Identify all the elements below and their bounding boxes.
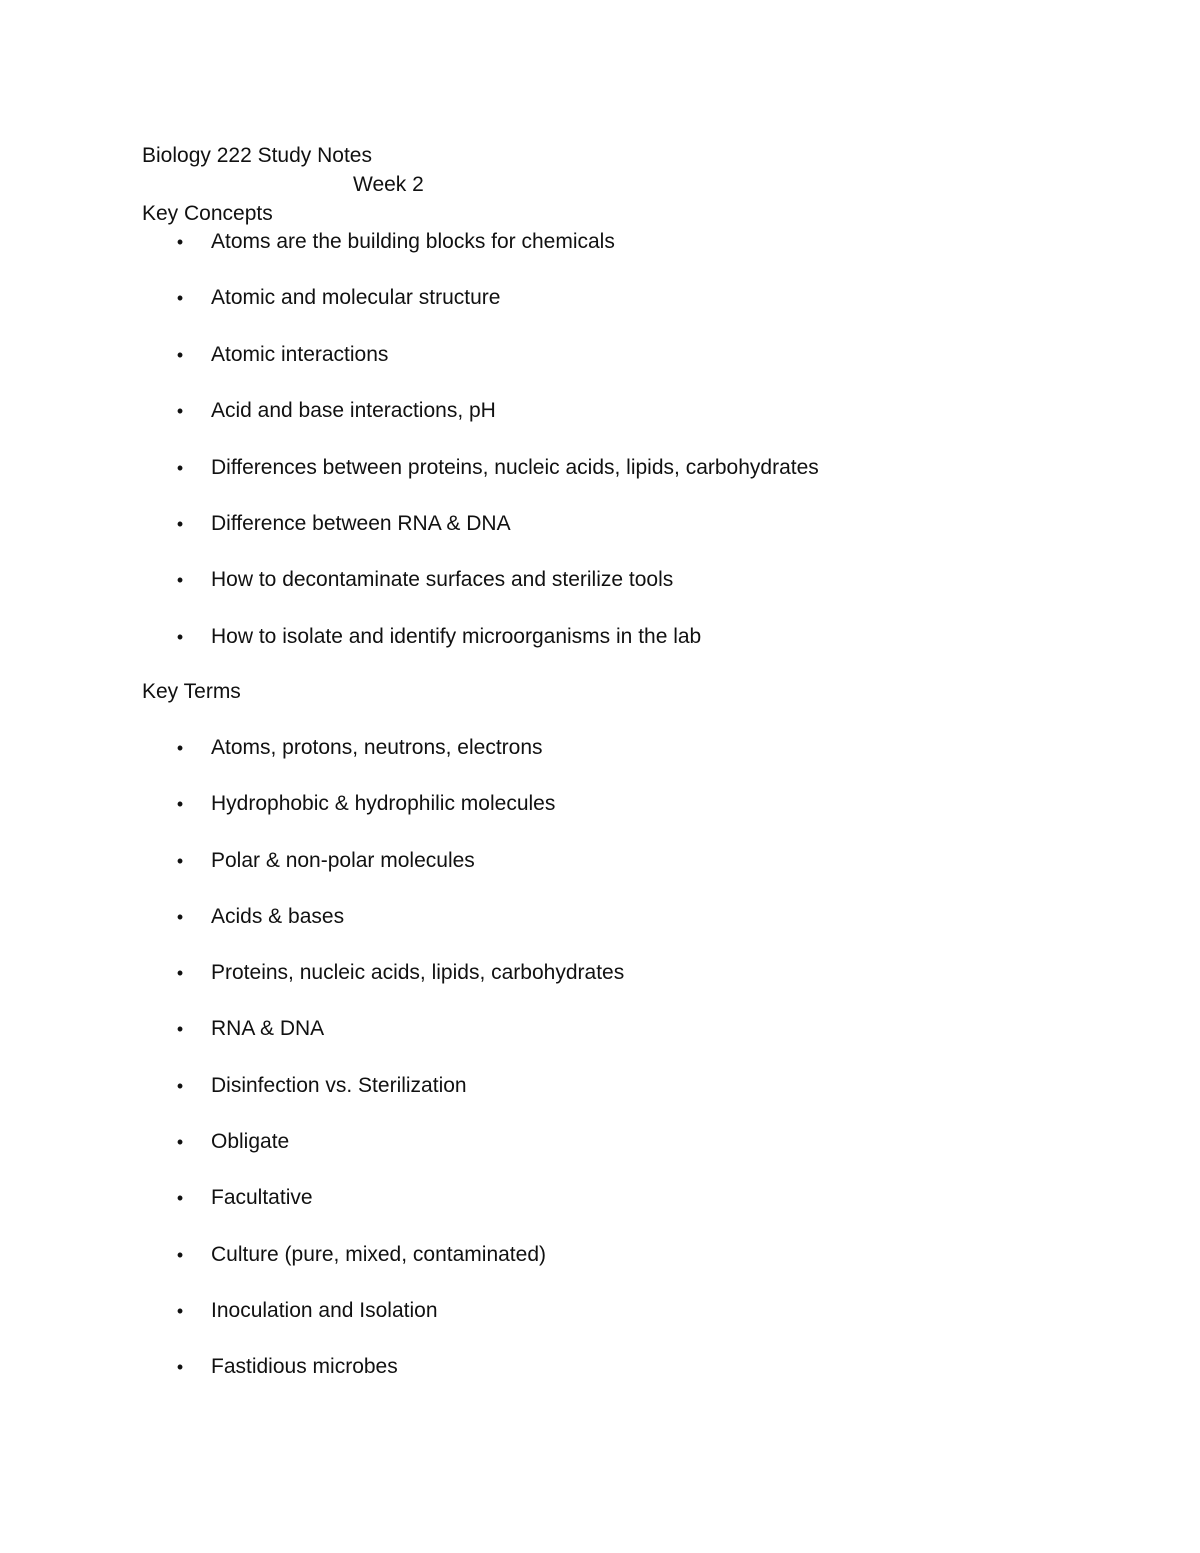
key-term-text: Atoms, protons, neutrons, electrons xyxy=(211,736,543,759)
bullet-icon: • xyxy=(176,906,184,927)
key-concept-text: Difference between RNA & DNA xyxy=(211,511,511,535)
document-subtitle: Week 2 xyxy=(353,173,424,196)
key-concept-text: Atomic interactions xyxy=(211,342,389,366)
key-term-item xyxy=(0,1128,1200,1184)
key-terms-list xyxy=(0,734,1200,1410)
key-term-item xyxy=(0,790,1200,846)
key-concept-text: Atoms are the building blocks for chemicals xyxy=(211,230,615,253)
bullet-icon: • xyxy=(176,738,184,758)
key-term-item xyxy=(0,1241,1200,1297)
key-concept-text: Acid and base interactions, pH xyxy=(211,399,496,423)
key-term-item xyxy=(0,734,1200,790)
key-term-item xyxy=(0,1184,1200,1240)
bullet-icon: • xyxy=(176,1132,184,1153)
key-term-item xyxy=(0,1297,1200,1353)
key-terms-heading: Key Terms xyxy=(142,680,241,703)
key-concept-text: Atomic and molecular structure xyxy=(211,286,501,310)
bullet-icon: • xyxy=(176,344,184,365)
key-term-text: Obligate xyxy=(211,1130,290,1154)
bullet-icon: • xyxy=(176,232,184,252)
key-term-text: RNA & DNA xyxy=(211,1017,325,1041)
bullet-icon: • xyxy=(176,1300,184,1321)
bullet-icon: • xyxy=(176,1244,184,1265)
bullet-icon: • xyxy=(176,626,184,647)
key-concept-item xyxy=(0,284,1200,340)
key-term-item xyxy=(0,847,1200,903)
document-title: Biology 222 Study Notes xyxy=(142,144,372,167)
key-term-item xyxy=(0,959,1200,1015)
key-concept-text: How to decontaminate surfaces and sterilize tools xyxy=(211,568,674,592)
bullet-icon: • xyxy=(176,457,184,478)
key-concept-item xyxy=(0,510,1200,566)
key-term-text: Facultative xyxy=(211,1186,313,1210)
bullet-icon: • xyxy=(176,1357,184,1378)
key-term-text: Hydrophobic & hydrophilic molecules xyxy=(211,792,556,816)
key-term-text: Disinfection vs. Sterilization xyxy=(211,1073,467,1097)
bullet-icon: • xyxy=(176,850,184,871)
key-term-item xyxy=(0,1353,1200,1409)
key-concept-item xyxy=(0,397,1200,453)
key-term-text: Culture (pure, mixed, contaminated) xyxy=(211,1242,546,1266)
bullet-icon: • xyxy=(176,1019,184,1040)
bullet-icon: • xyxy=(176,1188,184,1209)
key-concept-item xyxy=(0,566,1200,622)
key-term-item xyxy=(0,1015,1200,1071)
key-term-text: Inoculation and Isolation xyxy=(211,1298,438,1322)
key-concept-item xyxy=(0,228,1200,284)
bullet-icon: • xyxy=(176,401,184,422)
bullet-icon: • xyxy=(176,513,184,534)
key-concept-text: How to isolate and identify microorganisms in the lab xyxy=(211,624,702,648)
bullet-icon: • xyxy=(176,963,184,984)
bullet-icon: • xyxy=(176,794,184,815)
key-term-text: Polar & non-polar molecules xyxy=(211,848,475,872)
bullet-icon: • xyxy=(176,1075,184,1096)
key-concepts-list xyxy=(0,228,1200,679)
key-concept-item xyxy=(0,454,1200,510)
key-term-item xyxy=(0,903,1200,959)
key-concept-text: Differences between proteins, nucleic acids, lipids, carbohydrates xyxy=(211,455,819,479)
key-concept-item xyxy=(0,623,1200,679)
key-concept-item xyxy=(0,341,1200,397)
key-concepts-heading: Key Concepts xyxy=(142,202,273,225)
bullet-icon: • xyxy=(176,570,184,591)
key-term-item xyxy=(0,1072,1200,1128)
key-term-text: Proteins, nucleic acids, lipids, carbohydrates xyxy=(211,961,625,985)
key-term-text: Acids & bases xyxy=(211,904,345,928)
bullet-icon: • xyxy=(176,288,184,309)
key-term-text: Fastidious microbes xyxy=(211,1355,398,1379)
